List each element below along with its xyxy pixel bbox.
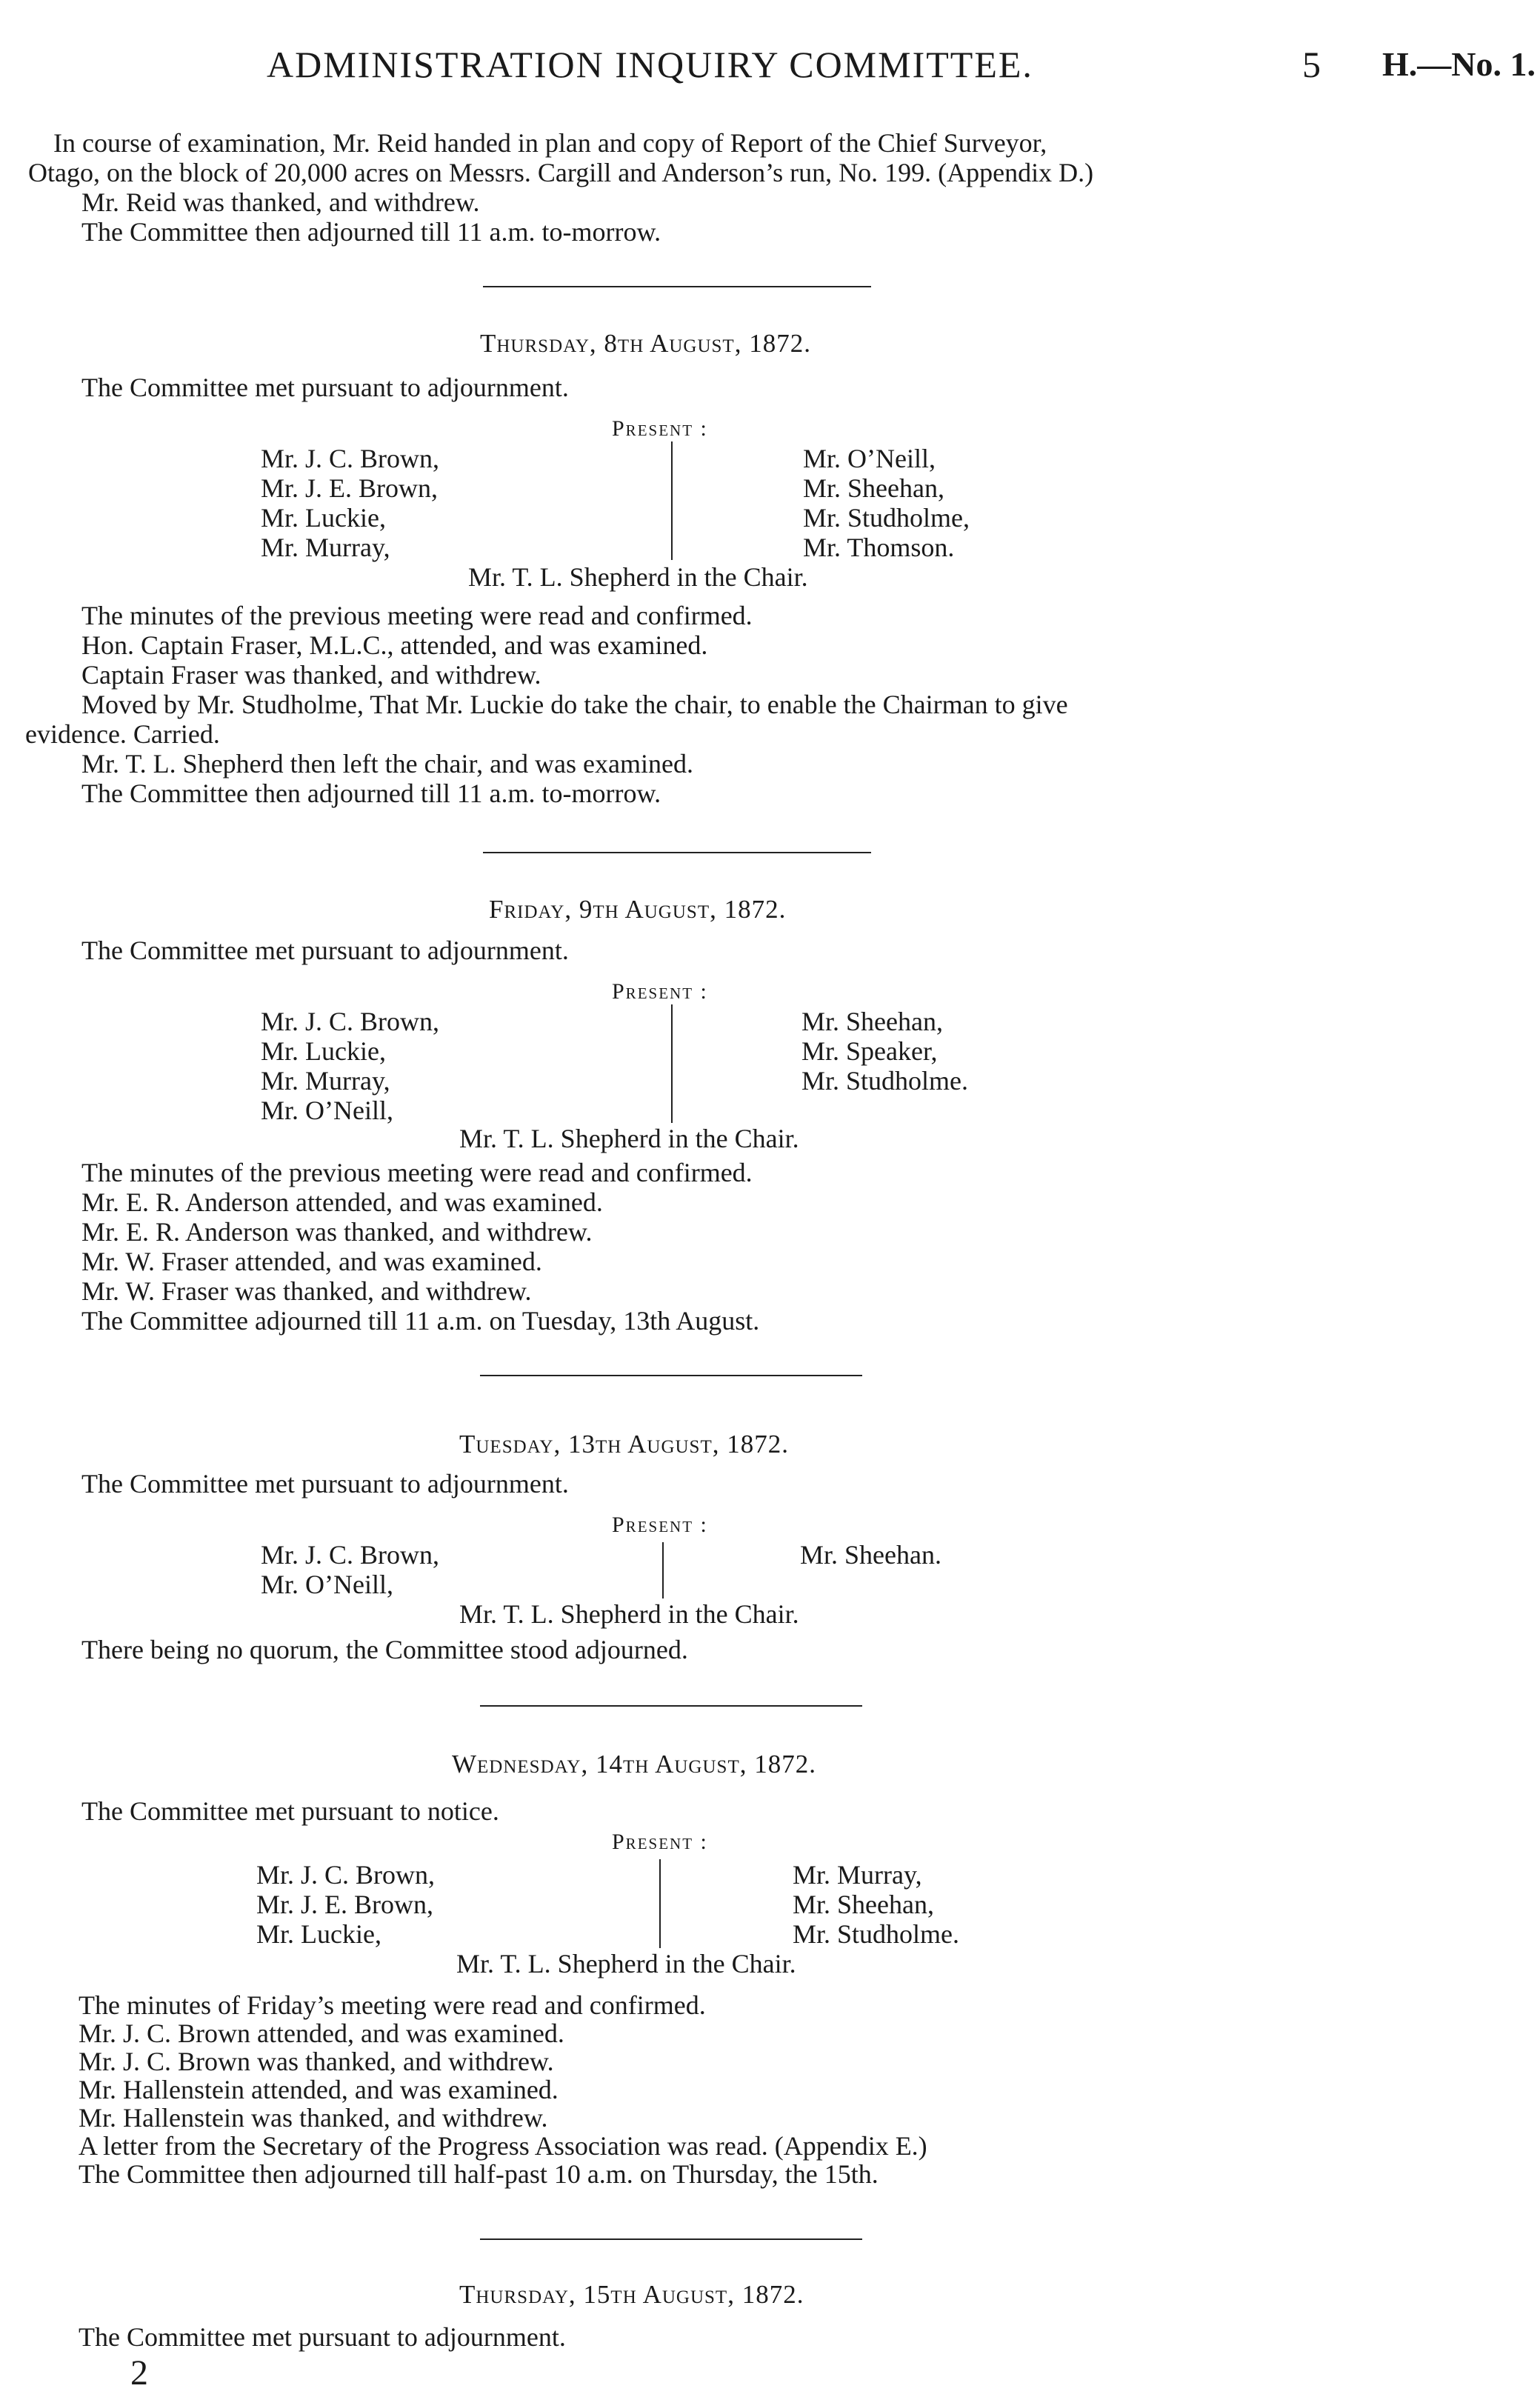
minutes-line: The Committee then adjourned till half-past 10 a.m. on Thursday, the 15th. bbox=[79, 2159, 879, 2189]
column-separator bbox=[671, 1004, 673, 1123]
intro-line: The Committee then adjourned till 11 a.m. to-morrow. bbox=[81, 217, 661, 247]
section-divider bbox=[480, 1705, 862, 1707]
member-name: Mr. O’Neill, bbox=[261, 1096, 393, 1125]
column-separator bbox=[662, 1542, 664, 1598]
chair-line: Mr. T. L. Shepherd in the Chair. bbox=[456, 1949, 796, 1978]
meeting-opening: The Committee met pursuant to adjournment. bbox=[81, 936, 569, 965]
member-name: Mr. Luckie, bbox=[261, 1036, 386, 1066]
member-name: Mr. Murray, bbox=[261, 533, 390, 562]
member-name: Mr. Thomson. bbox=[803, 533, 955, 562]
member-name: Mr. Murray, bbox=[793, 1860, 922, 1890]
section-divider bbox=[483, 852, 871, 853]
member-name: Mr. J. C. Brown, bbox=[261, 1540, 440, 1570]
member-name: Mr. Studholme, bbox=[803, 503, 970, 533]
member-name: Mr. J. E. Brown, bbox=[261, 473, 439, 503]
column-separator bbox=[659, 1859, 661, 1948]
page-header-title: ADMINISTRATION INQUIRY COMMITTEE. bbox=[267, 44, 1033, 85]
paper-reference: H.—No. 1. bbox=[1382, 45, 1536, 83]
meeting-date: Thursday, 15th August, 1872. bbox=[459, 2280, 804, 2309]
member-name: Mr. Studholme. bbox=[793, 1919, 960, 1949]
printer-signature: 2 bbox=[130, 2353, 148, 2393]
meeting-date: Thursday, 8th August, 1872. bbox=[480, 329, 811, 358]
minutes-line: The minutes of the previous meeting were read and confirmed. bbox=[81, 601, 753, 630]
chair-line: Mr. T. L. Shepherd in the Chair. bbox=[459, 1599, 799, 1629]
member-name: Mr. Sheehan, bbox=[801, 1007, 943, 1036]
minutes-line: Moved by Mr. Studholme, That Mr. Luckie do take the chair, to enable the Chairman to give bbox=[81, 690, 1068, 719]
meeting-date: Wednesday, 14th August, 1872. bbox=[452, 1750, 816, 1778]
member-name: Mr. Speaker, bbox=[801, 1036, 938, 1066]
minutes-line: A letter from the Secretary of the Progress Association was read. (Appendix E.) bbox=[79, 2131, 927, 2161]
member-name: Mr. J. C. Brown, bbox=[256, 1860, 436, 1890]
meeting-opening: The Committee met pursuant to adjournment. bbox=[79, 2322, 566, 2352]
intro-line: Mr. Reid was thanked, and withdrew. bbox=[81, 187, 480, 217]
member-name: Mr. Sheehan, bbox=[793, 1890, 934, 1919]
meeting-date: Friday, 9th August, 1872. bbox=[489, 895, 787, 924]
section-divider bbox=[483, 286, 871, 287]
minutes-line: Mr. W. Fraser attended, and was examined. bbox=[81, 1247, 542, 1276]
meeting-date: Tuesday, 13th August, 1872. bbox=[459, 1430, 789, 1458]
page-number: 5 bbox=[1302, 44, 1321, 85]
present-label: Present : bbox=[612, 1513, 708, 1537]
chair-line: Mr. T. L. Shepherd in the Chair. bbox=[468, 562, 808, 592]
chair-line: Mr. T. L. Shepherd in the Chair. bbox=[459, 1124, 799, 1153]
present-label: Present : bbox=[612, 416, 708, 441]
member-name: Mr. Luckie, bbox=[256, 1919, 381, 1949]
minutes-line: Mr. T. L. Shepherd then left the chair, and was examined. bbox=[81, 749, 693, 779]
minutes-line: Mr. Hallenstein was thanked, and withdrew. bbox=[79, 2103, 548, 2133]
minutes-line: Mr. J. C. Brown was thanked, and withdrew. bbox=[79, 2047, 554, 2076]
minutes-line: The minutes of Friday’s meeting were read and confirmed. bbox=[79, 1990, 706, 2020]
member-name: Mr. J. C. Brown, bbox=[261, 1007, 440, 1036]
minutes-line: evidence. Carried. bbox=[25, 719, 220, 749]
section-divider bbox=[480, 2238, 862, 2240]
minutes-line: The Committee adjourned till 11 a.m. on Tuesday, 13th August. bbox=[81, 1306, 760, 1336]
minutes-line: The minutes of the previous meeting were read and confirmed. bbox=[81, 1158, 753, 1187]
member-name: Mr. J. E. Brown, bbox=[256, 1890, 434, 1919]
minutes-line: Mr. E. R. Anderson was thanked, and withdrew. bbox=[81, 1217, 593, 1247]
minutes-line: Captain Fraser was thanked, and withdrew. bbox=[81, 660, 541, 690]
member-name: Mr. O’Neill, bbox=[803, 444, 936, 473]
minutes-line: There being no quorum, the Committee stood adjourned. bbox=[81, 1635, 688, 1664]
meeting-opening: The Committee met pursuant to adjournment. bbox=[81, 373, 569, 402]
member-name: Mr. J. C. Brown, bbox=[261, 444, 440, 473]
minutes-line: Mr. J. C. Brown attended, and was examined. bbox=[79, 2018, 564, 2048]
section-divider bbox=[480, 1375, 862, 1376]
minutes-line: Hon. Captain Fraser, M.L.C., attended, and was examined. bbox=[81, 630, 708, 660]
minutes-line: Mr. W. Fraser was thanked, and withdrew. bbox=[81, 1276, 532, 1306]
intro-line: In course of examination, Mr. Reid handed in plan and copy of Report of the Chief Surveyor, bbox=[53, 128, 1047, 158]
member-name: Mr. Murray, bbox=[261, 1066, 390, 1096]
member-name: Mr. O’Neill, bbox=[261, 1570, 393, 1599]
minutes-line: Mr. Hallenstein attended, and was examined. bbox=[79, 2075, 559, 2104]
intro-line: Otago, on the block of 20,000 acres on Messrs. Cargill and Anderson’s run, No. 199. (Appendix D.) bbox=[28, 158, 1094, 187]
member-name: Mr. Studholme. bbox=[801, 1066, 969, 1096]
present-label: Present : bbox=[612, 979, 708, 1004]
member-name: Mr. Sheehan, bbox=[803, 473, 944, 503]
member-name: Mr. Luckie, bbox=[261, 503, 386, 533]
present-label: Present : bbox=[612, 1830, 708, 1854]
minutes-line: Mr. E. R. Anderson attended, and was examined. bbox=[81, 1187, 603, 1217]
meeting-opening: The Committee met pursuant to adjournment. bbox=[81, 1469, 569, 1498]
member-name: Mr. Sheehan. bbox=[800, 1540, 941, 1570]
meeting-opening: The Committee met pursuant to notice. bbox=[81, 1796, 499, 1826]
column-separator bbox=[671, 441, 673, 560]
minutes-line: The Committee then adjourned till 11 a.m. to-morrow. bbox=[81, 779, 661, 808]
